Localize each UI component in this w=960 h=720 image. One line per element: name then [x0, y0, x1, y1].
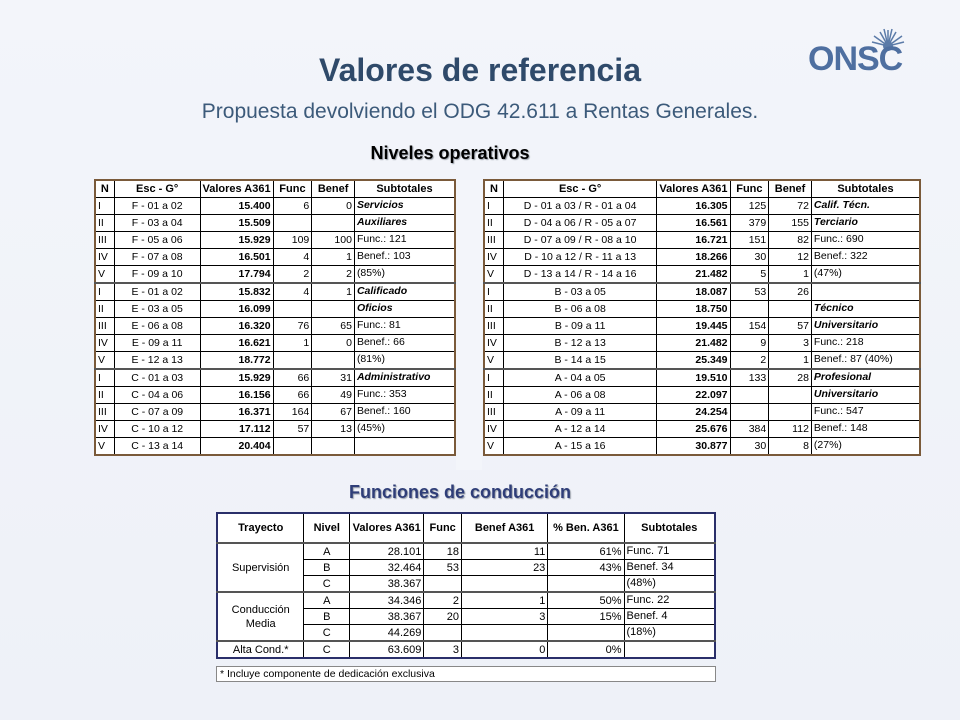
subtotal-line: Func.: 218 [811, 335, 920, 352]
func-cell: 164 [273, 404, 312, 421]
table-row [95, 438, 455, 456]
benef-cell [769, 404, 812, 421]
subtotal-line: Universitario [811, 318, 920, 335]
scale-cell: F - 03 a 04 [114, 215, 200, 232]
value-cell: 18.772 [200, 352, 273, 370]
table-row [484, 301, 920, 318]
subtotal-line: Benef.: 87 (40%) [811, 352, 920, 370]
table-row [95, 283, 455, 301]
level-cell: II [484, 215, 503, 232]
func-cell: 125 [730, 198, 769, 215]
section-title-niveles-operativos: Niveles operativos [370, 143, 530, 163]
table-row [484, 215, 920, 232]
func-cell [273, 352, 312, 370]
column-header: Func [273, 180, 312, 198]
column-header: Esc - G° [114, 180, 200, 198]
scale-cell: D - 07 a 09 / R - 08 a 10 [503, 232, 657, 249]
table-row [217, 641, 715, 658]
level-cell: III [484, 318, 503, 335]
level-cell: II [484, 301, 503, 318]
scale-cell: F - 09 a 10 [114, 266, 200, 284]
benef-cell: 0 [312, 198, 355, 215]
benef-cell: 1 [312, 283, 355, 301]
value-cell: 16.320 [200, 318, 273, 335]
trayecto-cell: Supervisión [217, 543, 304, 592]
benef-cell: 112 [769, 421, 812, 438]
level-cell: IV [95, 335, 114, 352]
benef-cell [312, 301, 355, 318]
scale-cell: C - 01 a 03 [114, 369, 200, 387]
value-cell: 25.676 [657, 421, 730, 438]
level-cell: II [95, 387, 114, 404]
scale-cell: A - 15 a 16 [503, 438, 657, 456]
subtotal-line: Benef.: 103 [354, 249, 455, 266]
benef-cell: 1 [461, 592, 547, 609]
benef-cell: 2 [312, 266, 355, 284]
nivel-cell: A [304, 543, 350, 560]
benef-cell [769, 387, 812, 404]
nivel-cell: B [304, 560, 350, 576]
func-cell: 57 [273, 421, 312, 438]
subtotal-line: Calif. Técn. [811, 198, 920, 215]
level-cell: I [484, 283, 503, 301]
func-cell: 4 [273, 249, 312, 266]
scale-cell: C - 10 a 12 [114, 421, 200, 438]
value-cell: 19.510 [657, 369, 730, 387]
benef-cell: 0 [312, 335, 355, 352]
func-cell: 4 [273, 283, 312, 301]
level-cell: V [95, 266, 114, 284]
subtotal-line: Oficios [354, 301, 455, 318]
benef-cell: 23 [461, 560, 547, 576]
func-cell: 2 [273, 266, 312, 284]
benef-cell: 82 [769, 232, 812, 249]
value-cell: 15.832 [200, 283, 273, 301]
table-row [95, 421, 455, 438]
benef-cell: 65 [312, 318, 355, 335]
benef-cell: 3 [461, 609, 547, 625]
benef-cell: 100 [312, 232, 355, 249]
func-cell [424, 576, 462, 593]
scale-cell: F - 05 a 06 [114, 232, 200, 249]
header-row [484, 180, 920, 198]
benef-cell: 13 [312, 421, 355, 438]
value-cell: 28.101 [350, 543, 424, 560]
benef-cell: 57 [769, 318, 812, 335]
func-cell: 53 [730, 283, 769, 301]
level-cell: IV [484, 421, 503, 438]
level-cell: IV [95, 421, 114, 438]
scale-cell: B - 12 a 13 [503, 335, 657, 352]
subtotal-line [354, 438, 455, 456]
scale-cell: D - 01 a 03 / R - 01 a 04 [503, 198, 657, 215]
value-cell: 16.621 [200, 335, 273, 352]
pct-cell: 43% [548, 560, 624, 576]
value-cell: 15.929 [200, 369, 273, 387]
scale-cell: B - 03 a 05 [503, 283, 657, 301]
func-cell: 6 [273, 198, 312, 215]
benef-cell: 1 [769, 352, 812, 370]
value-cell: 16.371 [200, 404, 273, 421]
table-row [484, 421, 920, 438]
value-cell: 16.305 [657, 198, 730, 215]
subtotal-line: (18%) [624, 625, 715, 642]
scale-cell: E - 12 a 13 [114, 352, 200, 370]
header-row [95, 180, 455, 198]
column-header: N [95, 180, 114, 198]
column-header: Benef A361 [461, 513, 547, 543]
value-cell: 16.721 [657, 232, 730, 249]
table-row [484, 249, 920, 266]
scale-cell: C - 07 a 09 [114, 404, 200, 421]
level-cell: III [95, 318, 114, 335]
value-cell: 22.097 [657, 387, 730, 404]
value-cell: 15.400 [200, 198, 273, 215]
scale-cell: B - 09 a 11 [503, 318, 657, 335]
func-cell: 9 [730, 335, 769, 352]
column-header: Func [424, 513, 462, 543]
section-title-funciones-conduccion: Funciones de conducción [348, 482, 572, 502]
table-funciones-conduccion [216, 512, 716, 659]
value-cell: 34.346 [350, 592, 424, 609]
level-cell: III [95, 404, 114, 421]
benef-cell [312, 215, 355, 232]
logo-text: ONSC [808, 40, 903, 78]
subtotal-line: Func.: 353 [354, 387, 455, 404]
benef-cell: 1 [312, 249, 355, 266]
benef-cell: 12 [769, 249, 812, 266]
column-header: % Ben. A361 [548, 513, 624, 543]
level-cell: V [95, 438, 114, 456]
level-cell: II [95, 301, 114, 318]
func-cell [273, 215, 312, 232]
func-cell: 1 [273, 335, 312, 352]
subtotal-line: Benef. 4 [624, 609, 715, 625]
benef-cell [461, 625, 547, 642]
level-cell: V [484, 352, 503, 370]
table-row [95, 352, 455, 370]
value-cell: 30.877 [657, 438, 730, 456]
subtotal-line: (45%) [354, 421, 455, 438]
func-cell: 3 [424, 641, 462, 658]
onsc-logo [802, 26, 928, 80]
value-cell: 63.609 [350, 641, 424, 658]
value-cell: 18.087 [657, 283, 730, 301]
nivel-cell: A [304, 592, 350, 609]
benef-cell: 31 [312, 369, 355, 387]
subtotal-line: (47%) [811, 266, 920, 284]
value-cell: 19.445 [657, 318, 730, 335]
benef-cell: 3 [769, 335, 812, 352]
pct-cell [548, 625, 624, 642]
pct-cell: 0% [548, 641, 624, 658]
func-cell: 2 [424, 592, 462, 609]
value-cell: 16.561 [657, 215, 730, 232]
scale-cell: A - 12 a 14 [503, 421, 657, 438]
level-cell: I [484, 369, 503, 387]
func-cell: 2 [730, 352, 769, 370]
level-cell: III [484, 404, 503, 421]
subtotal-line: Calificado [354, 283, 455, 301]
subtotal-line: Benef.: 160 [354, 404, 455, 421]
value-cell: 21.482 [657, 335, 730, 352]
subtotal-line [624, 641, 715, 658]
value-cell: 15.929 [200, 232, 273, 249]
subtotal-line: Benef.: 148 [811, 421, 920, 438]
nivel-cell: C [304, 641, 350, 658]
table-row [95, 232, 455, 249]
func-cell: 384 [730, 421, 769, 438]
subtotal-line: Func.: 121 [354, 232, 455, 249]
table-row [95, 318, 455, 335]
benef-cell [312, 352, 355, 370]
pct-cell: 61% [548, 543, 624, 560]
subtotal-line: (85%) [354, 266, 455, 284]
level-cell: I [95, 198, 114, 215]
func-cell: 66 [273, 369, 312, 387]
table-row [484, 438, 920, 456]
func-cell [730, 387, 769, 404]
value-cell: 15.509 [200, 215, 273, 232]
table-row [95, 404, 455, 421]
table-row [484, 266, 920, 284]
value-cell: 16.099 [200, 301, 273, 318]
column-header: Valores A361 [350, 513, 424, 543]
level-cell: I [484, 198, 503, 215]
table-row [484, 369, 920, 387]
trayecto-cell: Conducción Media [217, 592, 304, 641]
scale-cell: D - 13 a 14 / R - 14 a 16 [503, 266, 657, 284]
nivel-cell: C [304, 625, 350, 642]
scale-cell: E - 09 a 11 [114, 335, 200, 352]
value-cell: 17.112 [200, 421, 273, 438]
value-cell: 20.404 [200, 438, 273, 456]
table-row [484, 232, 920, 249]
level-cell: V [95, 352, 114, 370]
benef-cell: 26 [769, 283, 812, 301]
nivel-cell: C [304, 576, 350, 593]
value-cell: 17.794 [200, 266, 273, 284]
trayecto-cell: Alta Cond.* [217, 641, 304, 658]
func-cell: 18 [424, 543, 462, 560]
func-cell: 66 [273, 387, 312, 404]
scale-cell: A - 04 a 05 [503, 369, 657, 387]
subtotal-line: Servicios [354, 198, 455, 215]
func-cell: 30 [730, 438, 769, 456]
level-cell: II [95, 215, 114, 232]
subtotal-line: (27%) [811, 438, 920, 456]
footnote: * Incluye componente de dedicación exclusiva [216, 666, 716, 682]
value-cell: 38.367 [350, 609, 424, 625]
benef-cell [769, 301, 812, 318]
table-row [484, 404, 920, 421]
scale-cell: D - 10 a 12 / R - 11 a 13 [503, 249, 657, 266]
column-header: Valores A361 [657, 180, 730, 198]
nivel-cell: B [304, 609, 350, 625]
func-cell: 30 [730, 249, 769, 266]
func-cell [273, 301, 312, 318]
scale-cell: A - 09 a 11 [503, 404, 657, 421]
column-header: Subtotales [811, 180, 920, 198]
subtotal-line: Universitario [811, 387, 920, 404]
table-row [217, 543, 715, 560]
page-subtitle: Propuesta devolviendo el ODG 42.611 a Rentas Generales. [201, 100, 759, 123]
subtotal-line: Func.: 690 [811, 232, 920, 249]
level-cell: III [484, 232, 503, 249]
func-cell [730, 404, 769, 421]
table-row [484, 283, 920, 301]
table-row [95, 215, 455, 232]
scale-cell: B - 06 a 08 [503, 301, 657, 318]
subtotal-line: Benef. 34 [624, 560, 715, 576]
func-cell: 133 [730, 369, 769, 387]
func-cell: 76 [273, 318, 312, 335]
table-row [484, 335, 920, 352]
table-row [484, 387, 920, 404]
benef-cell: 11 [461, 543, 547, 560]
value-cell: 16.156 [200, 387, 273, 404]
column-header: Esc - G° [503, 180, 657, 198]
table-niveles-operativos-b [483, 179, 921, 456]
level-cell: I [95, 283, 114, 301]
benef-cell: 28 [769, 369, 812, 387]
column-header: Subtotales [354, 180, 455, 198]
column-header: Nivel [304, 513, 350, 543]
scale-cell: B - 14 a 15 [503, 352, 657, 370]
func-cell: 109 [273, 232, 312, 249]
benef-cell: 155 [769, 215, 812, 232]
column-header: Trayecto [217, 513, 304, 543]
benef-cell [461, 576, 547, 593]
subtotal-line: Administrativo [354, 369, 455, 387]
scale-cell: A - 06 a 08 [503, 387, 657, 404]
value-cell: 44.269 [350, 625, 424, 642]
table-row [95, 249, 455, 266]
subtotal-line: Func.: 547 [811, 404, 920, 421]
func-cell: 151 [730, 232, 769, 249]
benef-cell: 0 [461, 641, 547, 658]
scale-cell: E - 06 a 08 [114, 318, 200, 335]
value-cell: 18.266 [657, 249, 730, 266]
func-cell: 20 [424, 609, 462, 625]
benef-cell: 67 [312, 404, 355, 421]
scale-cell: E - 01 a 02 [114, 283, 200, 301]
table-niveles-operativos-a [94, 179, 456, 456]
table-row [95, 301, 455, 318]
value-cell: 24.254 [657, 404, 730, 421]
column-header: Valores A361 [200, 180, 273, 198]
benef-cell: 72 [769, 198, 812, 215]
subtotal-line: Func. 22 [624, 592, 715, 609]
page-title: Valores de referencia [319, 52, 641, 88]
func-cell [730, 301, 769, 318]
value-cell: 32.464 [350, 560, 424, 576]
table-row [484, 318, 920, 335]
table-row [484, 198, 920, 215]
subtotal-line: (81%) [354, 352, 455, 370]
subtotal-line: Profesional [811, 369, 920, 387]
subtotal-line: Func. 71 [624, 543, 715, 560]
column-header: Subtotales [624, 513, 715, 543]
column-header: N [484, 180, 503, 198]
level-cell: IV [95, 249, 114, 266]
value-cell: 21.482 [657, 266, 730, 284]
value-cell: 38.367 [350, 576, 424, 593]
func-cell: 53 [424, 560, 462, 576]
level-cell: IV [484, 249, 503, 266]
benef-cell: 1 [769, 266, 812, 284]
table-row [484, 352, 920, 370]
subtotal-line: (48%) [624, 576, 715, 593]
benef-cell [312, 438, 355, 456]
func-cell: 379 [730, 215, 769, 232]
level-cell: V [484, 266, 503, 284]
table-row [95, 198, 455, 215]
column-header: Func [730, 180, 769, 198]
level-cell: V [484, 438, 503, 456]
pct-cell: 50% [548, 592, 624, 609]
table-row [95, 335, 455, 352]
level-cell: II [484, 387, 503, 404]
scale-cell: F - 07 a 08 [114, 249, 200, 266]
column-header: Benef [769, 180, 812, 198]
table-row [95, 387, 455, 404]
level-cell: IV [484, 335, 503, 352]
value-cell: 18.750 [657, 301, 730, 318]
value-cell: 16.501 [200, 249, 273, 266]
func-cell [273, 438, 312, 456]
func-cell: 5 [730, 266, 769, 284]
subtotal-line: Auxiliares [354, 215, 455, 232]
scale-cell: F - 01 a 02 [114, 198, 200, 215]
scale-cell: E - 03 a 05 [114, 301, 200, 318]
benef-cell: 49 [312, 387, 355, 404]
column-header: Benef [312, 180, 355, 198]
subtotal-line: Benef.: 66 [354, 335, 455, 352]
subtotal-line: Func.: 81 [354, 318, 455, 335]
header-row [217, 513, 715, 543]
func-cell: 154 [730, 318, 769, 335]
subtotal-line: Benef.: 322 [811, 249, 920, 266]
subtotal-line: Terciario [811, 215, 920, 232]
table-gap [456, 180, 482, 470]
pct-cell [548, 576, 624, 593]
table-row [95, 369, 455, 387]
value-cell: 25.349 [657, 352, 730, 370]
pct-cell: 15% [548, 609, 624, 625]
scale-cell: C - 13 a 14 [114, 438, 200, 456]
func-cell [424, 625, 462, 642]
level-cell: I [95, 369, 114, 387]
table-row [95, 266, 455, 284]
scale-cell: C - 04 a 06 [114, 387, 200, 404]
table-row [217, 592, 715, 609]
subtotal-line: Técnico [811, 301, 920, 318]
subtotal-line [811, 283, 920, 301]
level-cell: III [95, 232, 114, 249]
benef-cell: 8 [769, 438, 812, 456]
scale-cell: D - 04 a 06 / R - 05 a 07 [503, 215, 657, 232]
